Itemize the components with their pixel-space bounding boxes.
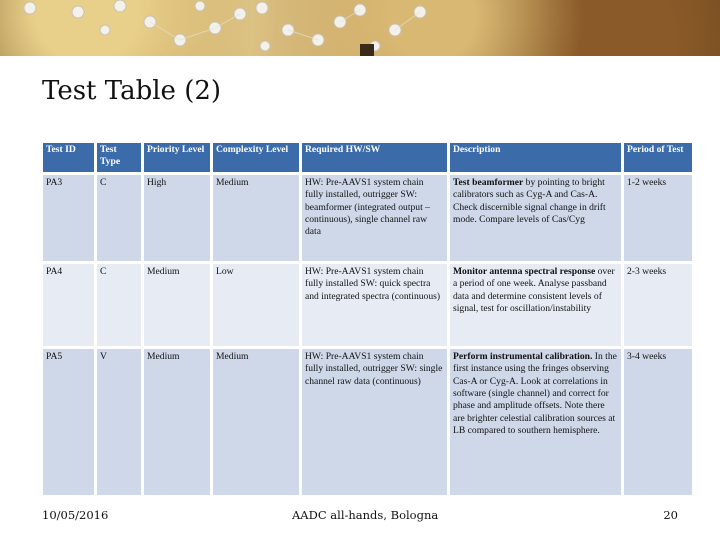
cell-hw-sw: HW: Pre-AAVS1 system chain fully installed, outrigger SW: single channel raw data (continuous): [302, 349, 447, 495]
header-test-type: Test Type: [97, 143, 141, 172]
header-banner-image: [0, 0, 720, 56]
cell-hw-sw: HW: Pre-AAVS1 system chain fully installed SW: quick spectra and integrated spectra (continuous): [302, 264, 447, 346]
cell-period: 3-4 weeks: [624, 349, 692, 495]
footer-event: AADC all-hands, Bologna: [292, 508, 439, 522]
header-required-hw-sw: Required HW/SW: [302, 143, 447, 172]
table-row: [43, 349, 692, 495]
footer-date: 10/05/2016: [42, 508, 109, 522]
header-complexity-level: Complexity Level: [213, 143, 299, 172]
cell-test-id: PA3: [43, 175, 94, 261]
table-header-row: [43, 143, 692, 172]
header-period-of-test: Period of Test: [624, 143, 692, 172]
cell-period: 2-3 weeks: [624, 264, 692, 346]
header-description: Description: [450, 143, 621, 172]
cell-complexity: Low: [213, 264, 299, 346]
cell-priority: High: [144, 175, 210, 261]
description-text: over a period of one week. Analyse passband data and determine consistent levels of signal, test for oscillation/instability: [453, 265, 615, 315]
cell-hw-sw: HW: Pre-AAVS1 system chain fully installed, outrigger SW: beamformer (integrated output – continuous), single channel raw data: [302, 175, 447, 261]
cell-priority: Medium: [144, 264, 210, 346]
description-text: In the first instance using the fringes observing Cas-A or Cyg-A. Look at correlations in software (single channel) and correct for phase and amplitude offsets. Note there are brighter celestial calibration sources at LB compared to southern hemisphere.: [453, 350, 617, 437]
cell-test-type: V: [97, 349, 141, 495]
slide-title: Test Table (2): [42, 76, 222, 106]
table-row: [43, 175, 692, 261]
table-row: [43, 264, 692, 346]
cell-test-id: PA4: [43, 264, 94, 346]
description-highlight: Perform instrumental calibration.: [453, 350, 593, 362]
cell-description: [450, 175, 621, 261]
cell-complexity: Medium: [213, 349, 299, 495]
description-highlight: Monitor antenna spectral response: [453, 265, 596, 277]
cell-complexity: Medium: [213, 175, 299, 261]
cell-period: 1-2 weeks: [624, 175, 692, 261]
header-test-id: Test ID: [43, 143, 94, 172]
test-table: [43, 143, 684, 495]
cell-test-id: PA5: [43, 349, 94, 495]
cell-test-type: C: [97, 264, 141, 346]
header-priority-level: Priority Level: [144, 143, 210, 172]
description-text: by pointing to bright calibrators such as Cyg-A and Cas-A. Check discernible signal change in drift mode. Compare levels of Cas/Cyg: [453, 176, 606, 226]
cell-description: [450, 264, 621, 346]
page-number: 20: [663, 508, 678, 522]
cell-priority: Medium: [144, 349, 210, 495]
cell-test-type: C: [97, 175, 141, 261]
antenna-field-graphic: [0, 0, 720, 56]
cell-description: [450, 349, 621, 495]
description-highlight: Test beamformer: [453, 176, 524, 188]
